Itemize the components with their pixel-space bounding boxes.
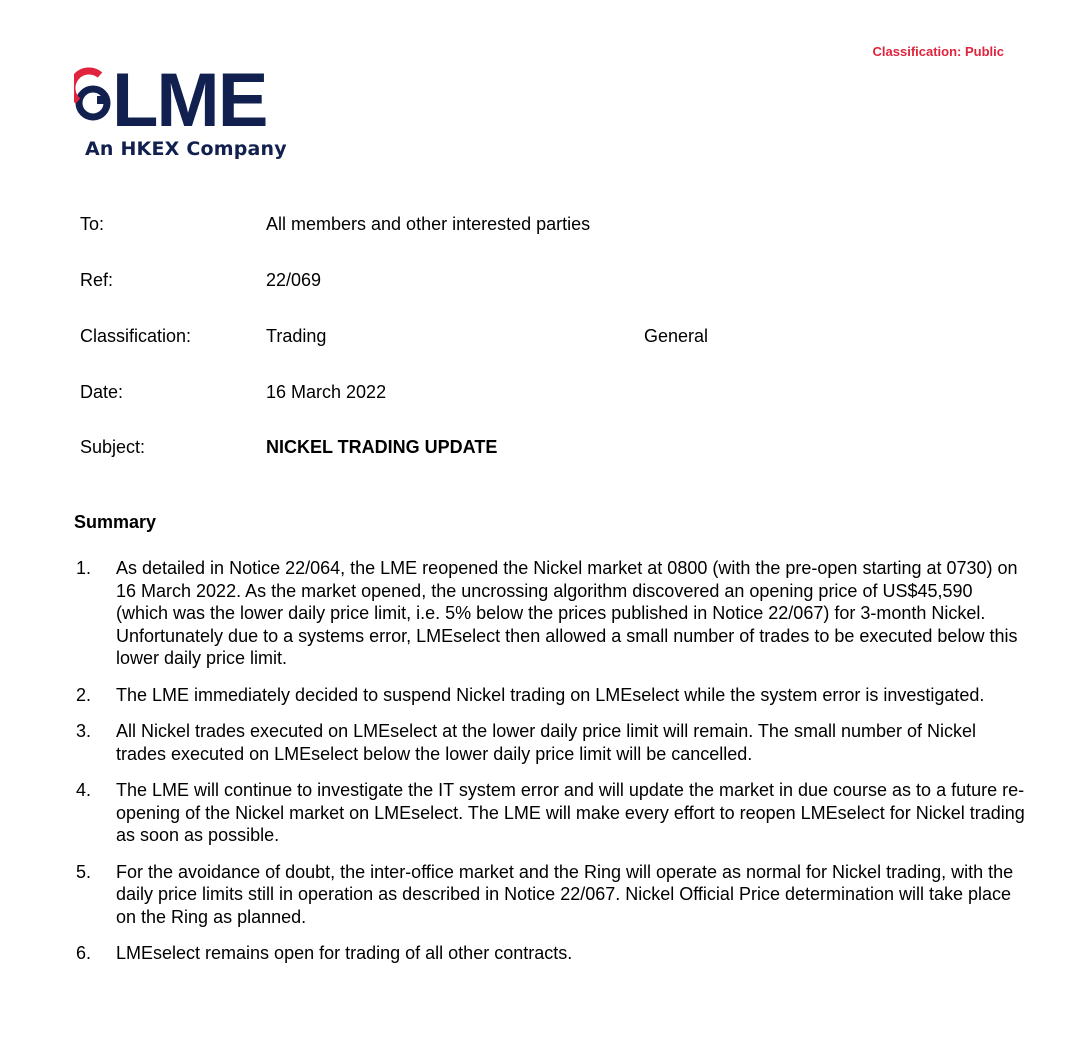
logo-wordmark: LME (112, 58, 267, 143)
list-item-number: 6. (76, 943, 92, 963)
meta-extra-value: General (644, 326, 709, 346)
list-item-text: For the avoidance of doubt, the inter-office market and the Ring will operate as normal for Nickel trading, with the daily price limits still in operation as described in Notice 22/067. Nickel Official Price determination will take place on the Ring as planned. (116, 861, 1014, 927)
list-item-text: The LME immediately decided to suspend Nickel trading on LMEselect while the system error is investigated. (116, 684, 985, 705)
list-item-number: 3. (76, 721, 92, 741)
meta-value: Trading (266, 326, 327, 346)
summary-list (76, 557, 1026, 979)
lme-logo-mark-icon (74, 60, 114, 140)
meta-label: Date: (80, 382, 124, 402)
meta-label: Ref: (80, 270, 114, 290)
list-item-number: 2. (76, 684, 92, 705)
meta-label: To: (80, 214, 105, 234)
list-item-number: 5. (76, 861, 92, 882)
lme-logo (74, 60, 314, 170)
meta-value: All members and other interested parties (266, 214, 591, 234)
list-item (76, 942, 1026, 965)
meta-value: 22/069 (266, 270, 322, 290)
list-item (76, 861, 1026, 929)
list-item (76, 779, 1026, 847)
list-item-number: 4. (76, 780, 92, 800)
list-item-text: All Nickel trades executed on LMEselect at the lower daily price limit will remain. The small number of Nickel trades executed on LMEselect below the lower daily price limit will be cancelled. (116, 721, 977, 764)
summary-heading: Summary (74, 512, 157, 532)
list-item (76, 720, 1026, 765)
meta-label: Subject: (80, 437, 146, 457)
list-item (76, 684, 1026, 707)
list-item-text: As detailed in Notice 22/064, the LME reopened the Nickel market at 0800 (with the pre-open starting at 0730) on 16 March 2022. As the market opened, the uncrossing algorithm discovered an opening price of US$45,590 (which was the lower daily price limit, i.e. 5% below the prices published in Notice 22/067) for 3-month Nickel. Unfortunately due to a systems error, LMEselect then allowed a small number of trades to be executed below this lower daily price limit. (116, 558, 1018, 668)
meta-label: Classification: (80, 326, 192, 346)
subject-title: NICKEL TRADING UPDATE (266, 437, 498, 457)
meta-value: 16 March 2022 (266, 382, 387, 402)
list-item-text: LMEselect remains open for trading of all other contracts. (116, 943, 573, 963)
list-item-number: 1. (76, 558, 92, 578)
list-item (76, 557, 1026, 670)
classification-label: Classification: Public (872, 44, 1004, 59)
logo-tagline: An HKEX Company (85, 138, 287, 160)
list-item-text: The LME will continue to investigate the IT system error and will update the market in due course as to a future re-opening of the Nickel market on LMEselect. The LME will make every effort to reopen LMEselect for Nickel trading as soon as possible. (116, 780, 1025, 845)
